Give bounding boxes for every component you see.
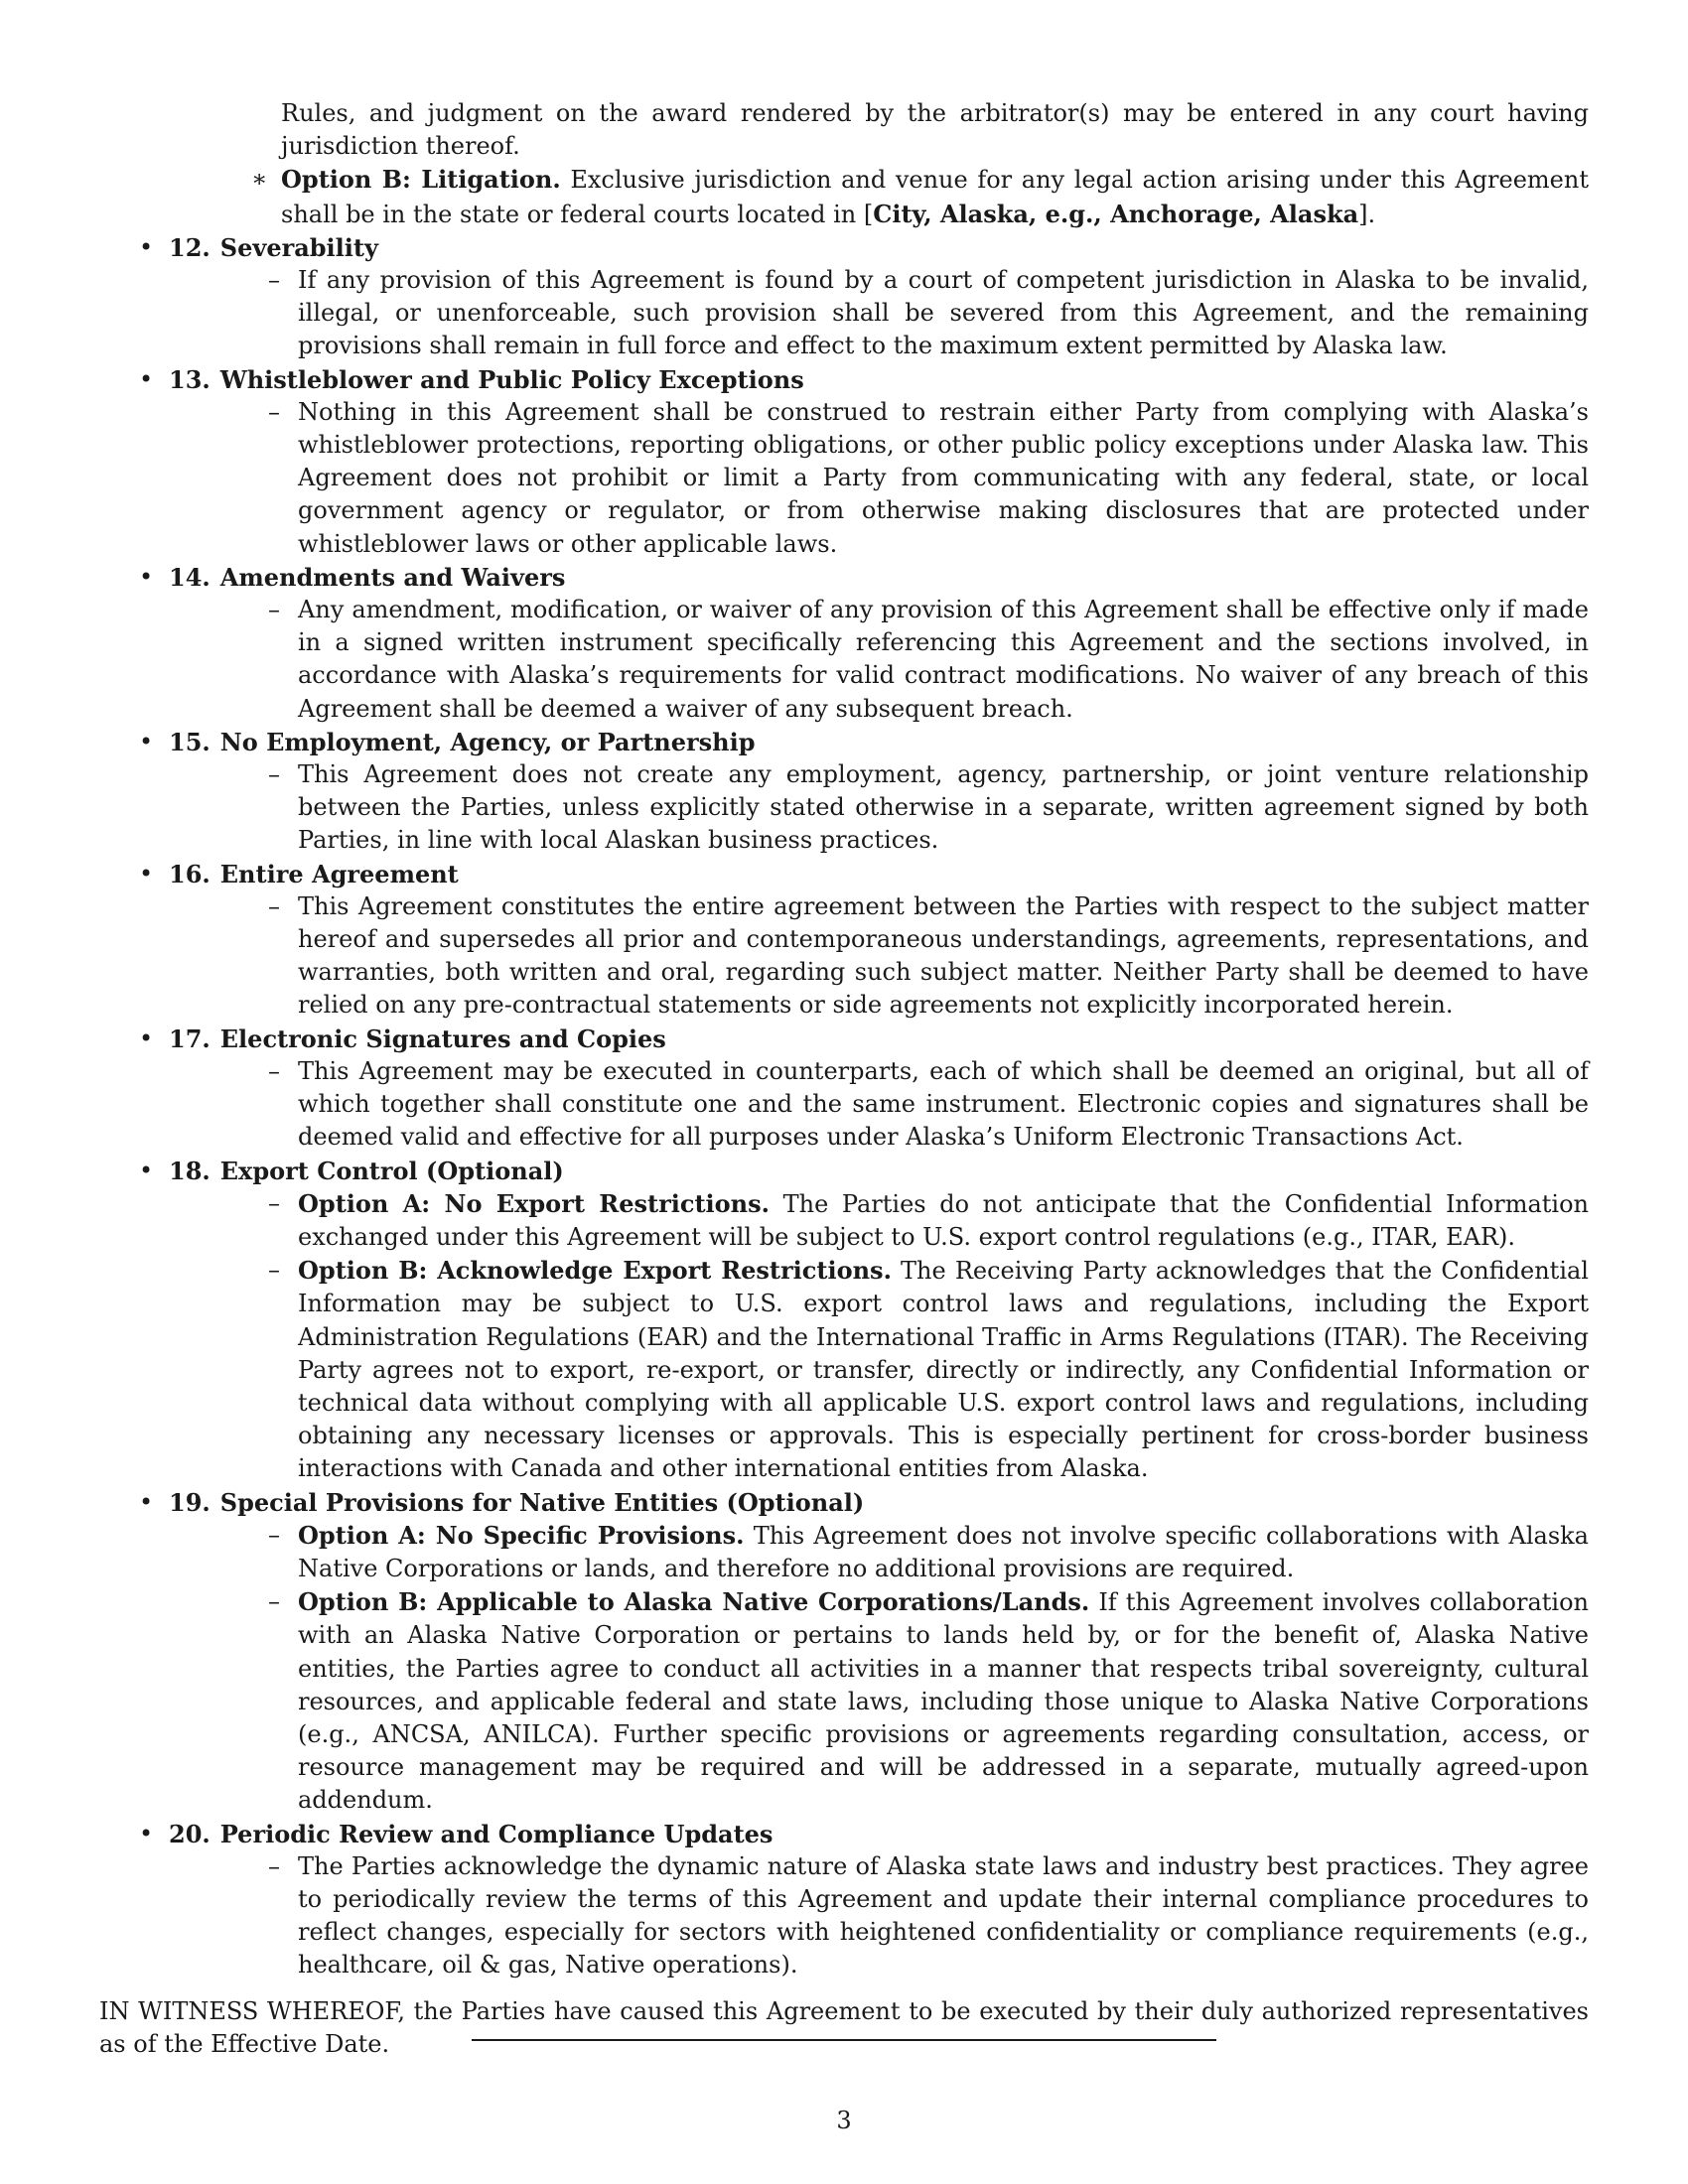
bullet-icon: • [139, 859, 154, 887]
clause-item [268, 1254, 1589, 1485]
section-title: Whistleblower and Public Policy Exceptions [219, 364, 804, 394]
clause-text: This Agreement does not involve specific collaborations with Alaska Native Corporations or lands, and therefore no additional provisions are required. [298, 1521, 1589, 1582]
section-title: Electronic Signatures and Copies [219, 1024, 666, 1053]
clause-text: Nothing in this Agreement shall be construed to restrain either Party from complying with Alaska’s whistleblower protections, reporting obligations, or other public policy exceptions under Alaska law. This Agreement does not prohibit or limit a Party from communicating with any federal, state, or local government agency or regulator, or from otherwise making disclosures that are protected under whistleblower laws or other applicable laws. [298, 397, 1589, 558]
dash-bullet-icon: – [268, 1520, 280, 1549]
bullet-icon: • [139, 364, 154, 393]
section-heading [169, 363, 1589, 396]
section-heading [169, 1818, 1589, 1850]
dash-bullet-icon: – [268, 397, 280, 426]
bullet-icon: • [139, 1819, 154, 1847]
clause-item [268, 264, 1589, 363]
bullet-icon: • [139, 727, 154, 755]
section-number: 17. [169, 1024, 211, 1053]
section-item [139, 1155, 1589, 1486]
dash-bullet-icon: – [268, 891, 280, 920]
dash-bullet-icon: – [268, 1188, 280, 1217]
litigation-option [251, 163, 1589, 230]
option-label: Option A: No Specific Provisions. [298, 1520, 745, 1550]
section-number: 15. [169, 727, 211, 756]
dash-bullet-icon: – [268, 1256, 280, 1285]
section-heading [169, 858, 1589, 890]
page-number: 3 [836, 2107, 852, 2134]
asterisk-bullet-icon: ∗ [251, 165, 268, 194]
section-title: Periodic Review and Compliance Updates [219, 1819, 774, 1848]
section-heading [169, 1155, 1589, 1187]
dash-bullet-icon: – [268, 1056, 280, 1085]
section-number: 14. [169, 562, 211, 592]
clause-text: This Agreement may be executed in counterparts, each of which shall be deemed an original, but all of which together shall constitute one and the same instrument. Electronic copies and signatures shall be deemed valid and effective for all purposes under Alaska’s Uniform Electronic Transactions Act. [298, 1056, 1589, 1152]
dash-bullet-icon: – [268, 1587, 280, 1616]
bullet-icon: • [139, 1024, 154, 1052]
section-title: Special Provisions for Native Entities (Optional) [219, 1487, 865, 1517]
arbitration-continuation: Rules, and judgment on the award rendered by the arbitrator(s) may be entered in any court having jurisdiction thereof. [281, 99, 1589, 161]
bullet-icon: • [139, 1487, 154, 1516]
clause-item [268, 1850, 1589, 1982]
section-number: 13. [169, 364, 211, 394]
option-label: Option B: Acknowledge Export Restrictions. [298, 1256, 892, 1286]
option-label: Option A: No Export Restrictions. [298, 1188, 770, 1218]
dash-bullet-icon: – [268, 596, 280, 624]
section-item [139, 231, 1589, 363]
clause-text: The Receiving Party acknowledges that the Confidential Information may be subject to U.S. export control laws and regulations, including the Export Administration Regulations (EAR) and the International Traffic in Arms Regulations (ITAR). The Receiving Party agrees not to export, re-export, or transfer, directly or indirectly, any Confidential Information or technical data without complying with all applicable U.S. export control laws and regulations, including obtaining any necessary licenses or approvals. This is especially pertinent for cross-border business interactions with Canada and other international entities from Alaska. [298, 1257, 1589, 1483]
option-text-end: ]. [1358, 200, 1376, 228]
clause-text: Any amendment, modification, or waiver of any provision of this Agreement shall be effective only if made in a signed written instrument specifically referencing this Agreement and the sections involved, in accordance with Alaska’s requirements for valid contract modifications. No waiver of any breach of this Agreement shall be deemed a waiver of any subsequent breach. [298, 596, 1589, 723]
option-label: Option B: Applicable to Alaska Native Corporations/Lands. [298, 1587, 1090, 1617]
section-heading [169, 231, 1589, 264]
city-placeholder: City, Alaska, e.g., Anchorage, Alaska [873, 199, 1359, 228]
section-item [139, 858, 1589, 1023]
clause-item [268, 890, 1589, 1023]
clause-item [268, 1585, 1589, 1817]
section-item [139, 726, 1589, 858]
bullet-icon: • [139, 562, 154, 591]
page-content [99, 97, 1589, 2061]
section-title: Export Control (Optional) [219, 1156, 564, 1185]
clause-text: The Parties acknowledge the dynamic nature of Alaska state laws and industry best practices. They agree to periodically review the terms of this Agreement and update their internal compliance procedures to reflect changes, especially for sectors with heightened confidentiality or compliance requirements (e.g., healthcare, oil & gas, Native operations). [298, 1851, 1589, 1979]
section-item [139, 1486, 1589, 1818]
section-number: 19. [169, 1487, 211, 1517]
clause-item [268, 1519, 1589, 1585]
section-heading [169, 1486, 1589, 1519]
section-title: Amendments and Waivers [219, 562, 566, 592]
section-item [139, 1023, 1589, 1155]
clause-text: This Agreement does not create any employment, agency, partnership, or joint venture relationship between the Parties, unless explicitly stated otherwise in a separate, written agreement signed by both Parties, in line with local Alaskan business practices. [298, 760, 1589, 855]
clause-text: If this Agreement involves collaboration with an Alaska Native Corporation or pertains to lands held by, or for the benefit of, Alaska Native entities, the Parties agree to conduct all activities in a manner that respects tribal sovereignty, cultural resources, and applicable federal and state laws, including those unique to Alaska Native Corporations (e.g., ANCSA, ANILCA). Further specific provisions or agreements regarding consultation, access, or resource management may be required and will be addressed in a separate, mutually agreed-upon addendum. [298, 1588, 1589, 1815]
section-title: Entire Agreement [219, 859, 459, 888]
clause-text: If any provision of this Agreement is found by a court of competent jurisdiction in Alaska to be invalid, illegal, or unenforceable, such provision shall be severed from this Agreement, and the remaining provisions shall remain in full force and effect to the maximum extent permitted by Alaska law. [298, 266, 1589, 360]
section-list [99, 231, 1589, 1982]
section-heading [169, 726, 1589, 758]
bullet-icon: • [139, 1156, 154, 1184]
clause-item [268, 594, 1589, 726]
dash-bullet-icon: – [268, 1851, 280, 1880]
section-title: Severability [219, 232, 378, 262]
section-item [139, 363, 1589, 561]
section-heading [169, 561, 1589, 594]
section-item [139, 561, 1589, 726]
section-item [139, 1818, 1589, 1982]
dash-bullet-icon: – [268, 266, 280, 295]
section-number: 16. [169, 859, 211, 888]
option-text: Exclusive jurisdiction and venue for any legal action arising under this Agreement shall be in the state or federal courts located in [ [281, 166, 1589, 228]
clause-item [268, 758, 1589, 858]
signature-line [472, 2039, 1216, 2041]
dash-bullet-icon: – [268, 760, 280, 789]
section-heading [169, 1023, 1589, 1055]
clause-item [268, 1187, 1589, 1254]
section-title: No Employment, Agency, or Partnership [219, 727, 756, 756]
option-label: Option B: Litigation. [281, 165, 561, 195]
witness-clause: IN WITNESS WHEREOF, the Parties have caused this Agreement to be executed by their duly authorized representatives as of the Effective Date. [99, 1996, 1589, 2058]
clause-item [268, 396, 1589, 561]
section-number: 12. [169, 232, 211, 262]
section-number: 18. [169, 1156, 211, 1185]
clause-item [268, 1055, 1589, 1155]
bullet-icon: • [139, 232, 154, 261]
section-number: 20. [169, 1819, 211, 1848]
clause-text: This Agreement constitutes the entire agreement between the Parties with respect to the subject matter hereof and supersedes all prior and contemporaneous understandings, agreements, representations, and warranties, both written and oral, regarding such subject matter. Neither Party shall be deemed to have relied on any pre-contractual statements or side agreements not explicitly incorporated herein. [298, 891, 1589, 1020]
clause-text: The Parties do not anticipate that the Confidential Information exchanged under this Agreement will be subject to U.S. export control regulations (e.g., ITAR, EAR). [298, 1189, 1589, 1251]
